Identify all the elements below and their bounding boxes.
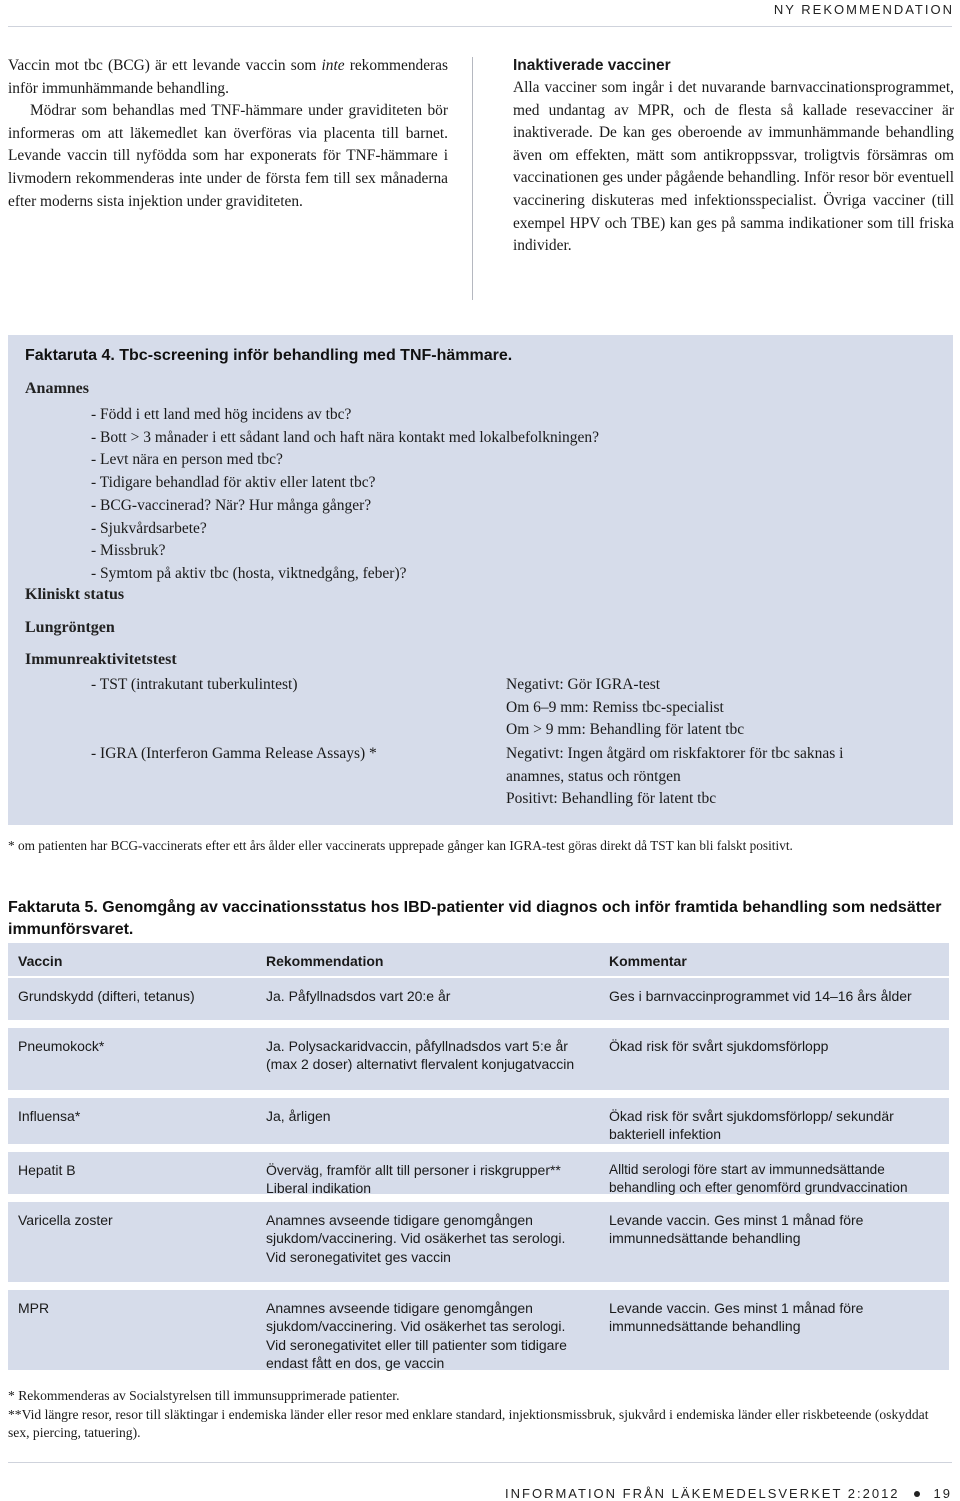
- rekommendation-cell: Anamnes avseende tidigare genomgången sjukdom/vaccinering. Vid osäkerhet tas serologi. Vid seronegativitet ges vaccin: [266, 1212, 566, 1265]
- column-header-kommentar: Kommentar: [609, 953, 687, 969]
- rekommendation-cell: Ja, årligen: [266, 1108, 331, 1124]
- rekommendation-cell: Ja. Polysackaridvaccin, påfyllnadsdos vart 5:e år (max 2 doser) alternativt flervalent konjugatvaccin: [266, 1038, 575, 1073]
- anamnes-item: - Sjukvårdsarbete?: [91, 519, 207, 537]
- table-row: [8, 978, 949, 1020]
- anamnes-item: - BCG-vaccinerad? När? Hur många gånger?: [91, 496, 372, 514]
- vaccin-cell: Influensa*: [18, 1108, 81, 1124]
- column-divider: [472, 57, 473, 300]
- igra-result: anamnes, status och röntgen: [506, 767, 681, 785]
- anamnes-list: [91, 404, 599, 586]
- table-row: [8, 1098, 949, 1144]
- tst-label-text: - TST (intrakutant tuberkulintest): [91, 676, 298, 693]
- anamnes-heading: Anamnes: [25, 380, 90, 397]
- anamnes-item: - Symtom på aktiv tbc (hosta, viktnedgång, feber)?: [91, 564, 407, 582]
- lungrontgen-heading: Lungröntgen: [25, 619, 115, 636]
- vaccin-cell: Hepatit B: [18, 1162, 76, 1178]
- faktaruta-4-footnote: * om patienten har BCG-vaccinerats efter ett års ålder eller vaccinerats upprepade gånger kan IGRA-test göras direkt då TST kan bli falskt positivt.: [8, 838, 793, 853]
- immunreaktivitetstest-heading: Immunreaktivitetstest: [25, 651, 177, 668]
- faktaruta-4-title: Faktaruta 4. Tbc-screening inför behandling med TNF-hämmare.: [25, 347, 513, 364]
- vaccin-cell: Grundskydd (difteri, tetanus): [18, 988, 195, 1004]
- tst-result: Om > 9 mm: Behandling för latent tbc: [506, 721, 745, 739]
- anamnes-item: - Levt nära en person med tbc?: [91, 451, 283, 469]
- rekommendation-cell: Ja. Påfyllnadsdos vart 20:e år: [266, 988, 451, 1004]
- table-row: [8, 1202, 949, 1282]
- section-label: NY REKOMMENDATION: [773, 2, 954, 17]
- kommentar-cell: Levande vaccin. Ges minst 1 månad före immunnedsättande behandling: [609, 1300, 864, 1335]
- anamnes-item: - Tidigare behandlad för aktiv eller latent tbc?: [91, 474, 376, 492]
- table-footnote: **Vid längre resor, resor till släktingar i endemiska länder eller resor med enklare standard, injektionsmissbruk, sjukvård i endemiska länder eller riskbeteende (oskyddat sex, piercing, tatuering).: [8, 1406, 929, 1440]
- left-paragraph-1: [8, 55, 448, 100]
- footer-text: [505, 1486, 952, 1501]
- kommentar-cell: Ges i barnvaccinprogrammet vid 14–16 års ålder: [609, 988, 912, 1004]
- igra-result: Negativt: Ingen åtgärd om riskfaktorer för tbc saknas i: [506, 745, 844, 762]
- right-column: [513, 55, 954, 258]
- vaccin-cell: Pneumokock*: [18, 1038, 105, 1054]
- rekommendation-cell: Överväg, framför allt till personer i riskgrupper** Liberal indikation: [266, 1162, 561, 1197]
- left-paragraph-2: Mödrar som behandlas med TNF-hämmare under graviditeten bör informeras om att läkemedlet kan överföras via placenta till barnet. Levande vaccin till nyfödda som har exponerats för TNF-hämmare i livmodern rekommenderas inte under de första fem till sex månaderna efter moderns sista injektion under graviditeten.: [8, 102, 448, 210]
- publication-name: INFORMATION FRÅN LÄKEMEDELSVERKET 2:2012: [505, 1486, 900, 1501]
- faktaruta-4-box: [8, 335, 953, 825]
- table-row: [8, 1028, 949, 1090]
- table-row: [8, 1290, 949, 1370]
- table-row: [8, 1152, 949, 1197]
- footer-rule: [8, 1462, 952, 1463]
- igra-result: Positivt: Behandling för latent tbc: [506, 790, 717, 808]
- left-column: [8, 55, 448, 213]
- section-heading: Inaktiverade vacciner: [513, 57, 671, 74]
- kommentar-cell: Ökad risk för svårt sjukdomsförlopp/ sekundär bakteriell infektion: [609, 1108, 894, 1143]
- faktaruta-5-title: Faktaruta 5. Genomgång av vaccinationsstatus hos IBD-patienter vid diagnos och inför framtida behandling som nedsätter immunförsvaret.: [8, 899, 942, 938]
- anamnes-item: - Bott > 3 månader i ett sådant land och haft nära kontakt med lokalbefolkningen?: [91, 428, 600, 446]
- anamnes-item: - Missbruk?: [91, 542, 166, 560]
- header-rule: [8, 26, 952, 27]
- vaccination-table: [8, 943, 949, 1378]
- tst-results: [506, 674, 744, 742]
- igra-label: [91, 743, 377, 766]
- page-footer: [0, 1462, 960, 1501]
- tst-label: [91, 674, 298, 697]
- table-footnotes: [8, 1387, 953, 1443]
- kommentar-cell: Levande vaccin. Ges minst 1 månad före immunnedsättande behandling: [609, 1212, 864, 1247]
- tst-result: Negativt: Gör IGRA-test: [506, 676, 661, 693]
- rekommendation-cell: Anamnes avseende tidigare genomgången sjukdom/vaccinering. Vid osäkerhet tas serologi. Vid seronegativitet eller till patienter som tidigare endast fått en dos, ge vaccin: [266, 1300, 567, 1372]
- column-header-vaccin: Vaccin: [18, 953, 63, 969]
- kliniskt-status-heading: Kliniskt status: [25, 586, 125, 603]
- igra-label-text: - IGRA (Interferon Gamma Release Assays) *: [91, 745, 377, 762]
- left-paragraph-1-italic: inte: [321, 57, 345, 74]
- bullet-separator-icon: [914, 1491, 920, 1497]
- anamnes-item: - Född i ett land med hög incidens av tbc?: [91, 406, 352, 423]
- kommentar-cell: Alltid serologi före start av immunnedsättande behandling och efter genomförd grundvaccination: [609, 1162, 908, 1196]
- table-header-row: [8, 943, 949, 976]
- left-paragraph-1-end: rekommenderas inför immunhämmande behandling.: [8, 57, 449, 97]
- column-header-rekommendation: Rekommendation: [266, 953, 384, 969]
- right-paragraph: Alla vacciner som ingår i det nuvarande barnvaccinationsprogrammet, med undantag av MPR, och de flesta så kallade resevacciner är inaktiverade. De kan ges oberoende av immunhämmande behandling även om effekten, mätt som antikroppssvar, troligtvis försämras om vaccinationen ges under pågående behandling. Inför resor bör eventuell vaccinering diskuteras med infektionsspecialist. Övriga vacciner (till exempel HPV och TBE) kan ges på samma indikationer som till friska individer.: [513, 79, 954, 255]
- igra-results: [506, 743, 843, 811]
- vaccin-cell: Varicella zoster: [18, 1212, 113, 1228]
- page-number: 19: [933, 1486, 952, 1501]
- kommentar-cell: Ökad risk för svårt sjukdomsförlopp: [609, 1038, 829, 1054]
- vaccin-cell: MPR: [18, 1300, 50, 1316]
- left-paragraph-1-start: Vaccin mot tbc (BCG) är ett levande vaccin som: [8, 57, 322, 74]
- table-footnote: * Rekommenderas av Socialstyrelsen till immunsupprimerade patienter.: [8, 1388, 400, 1403]
- page-header: [0, 0, 960, 26]
- tst-result: Om 6–9 mm: Remiss tbc-specialist: [506, 698, 724, 716]
